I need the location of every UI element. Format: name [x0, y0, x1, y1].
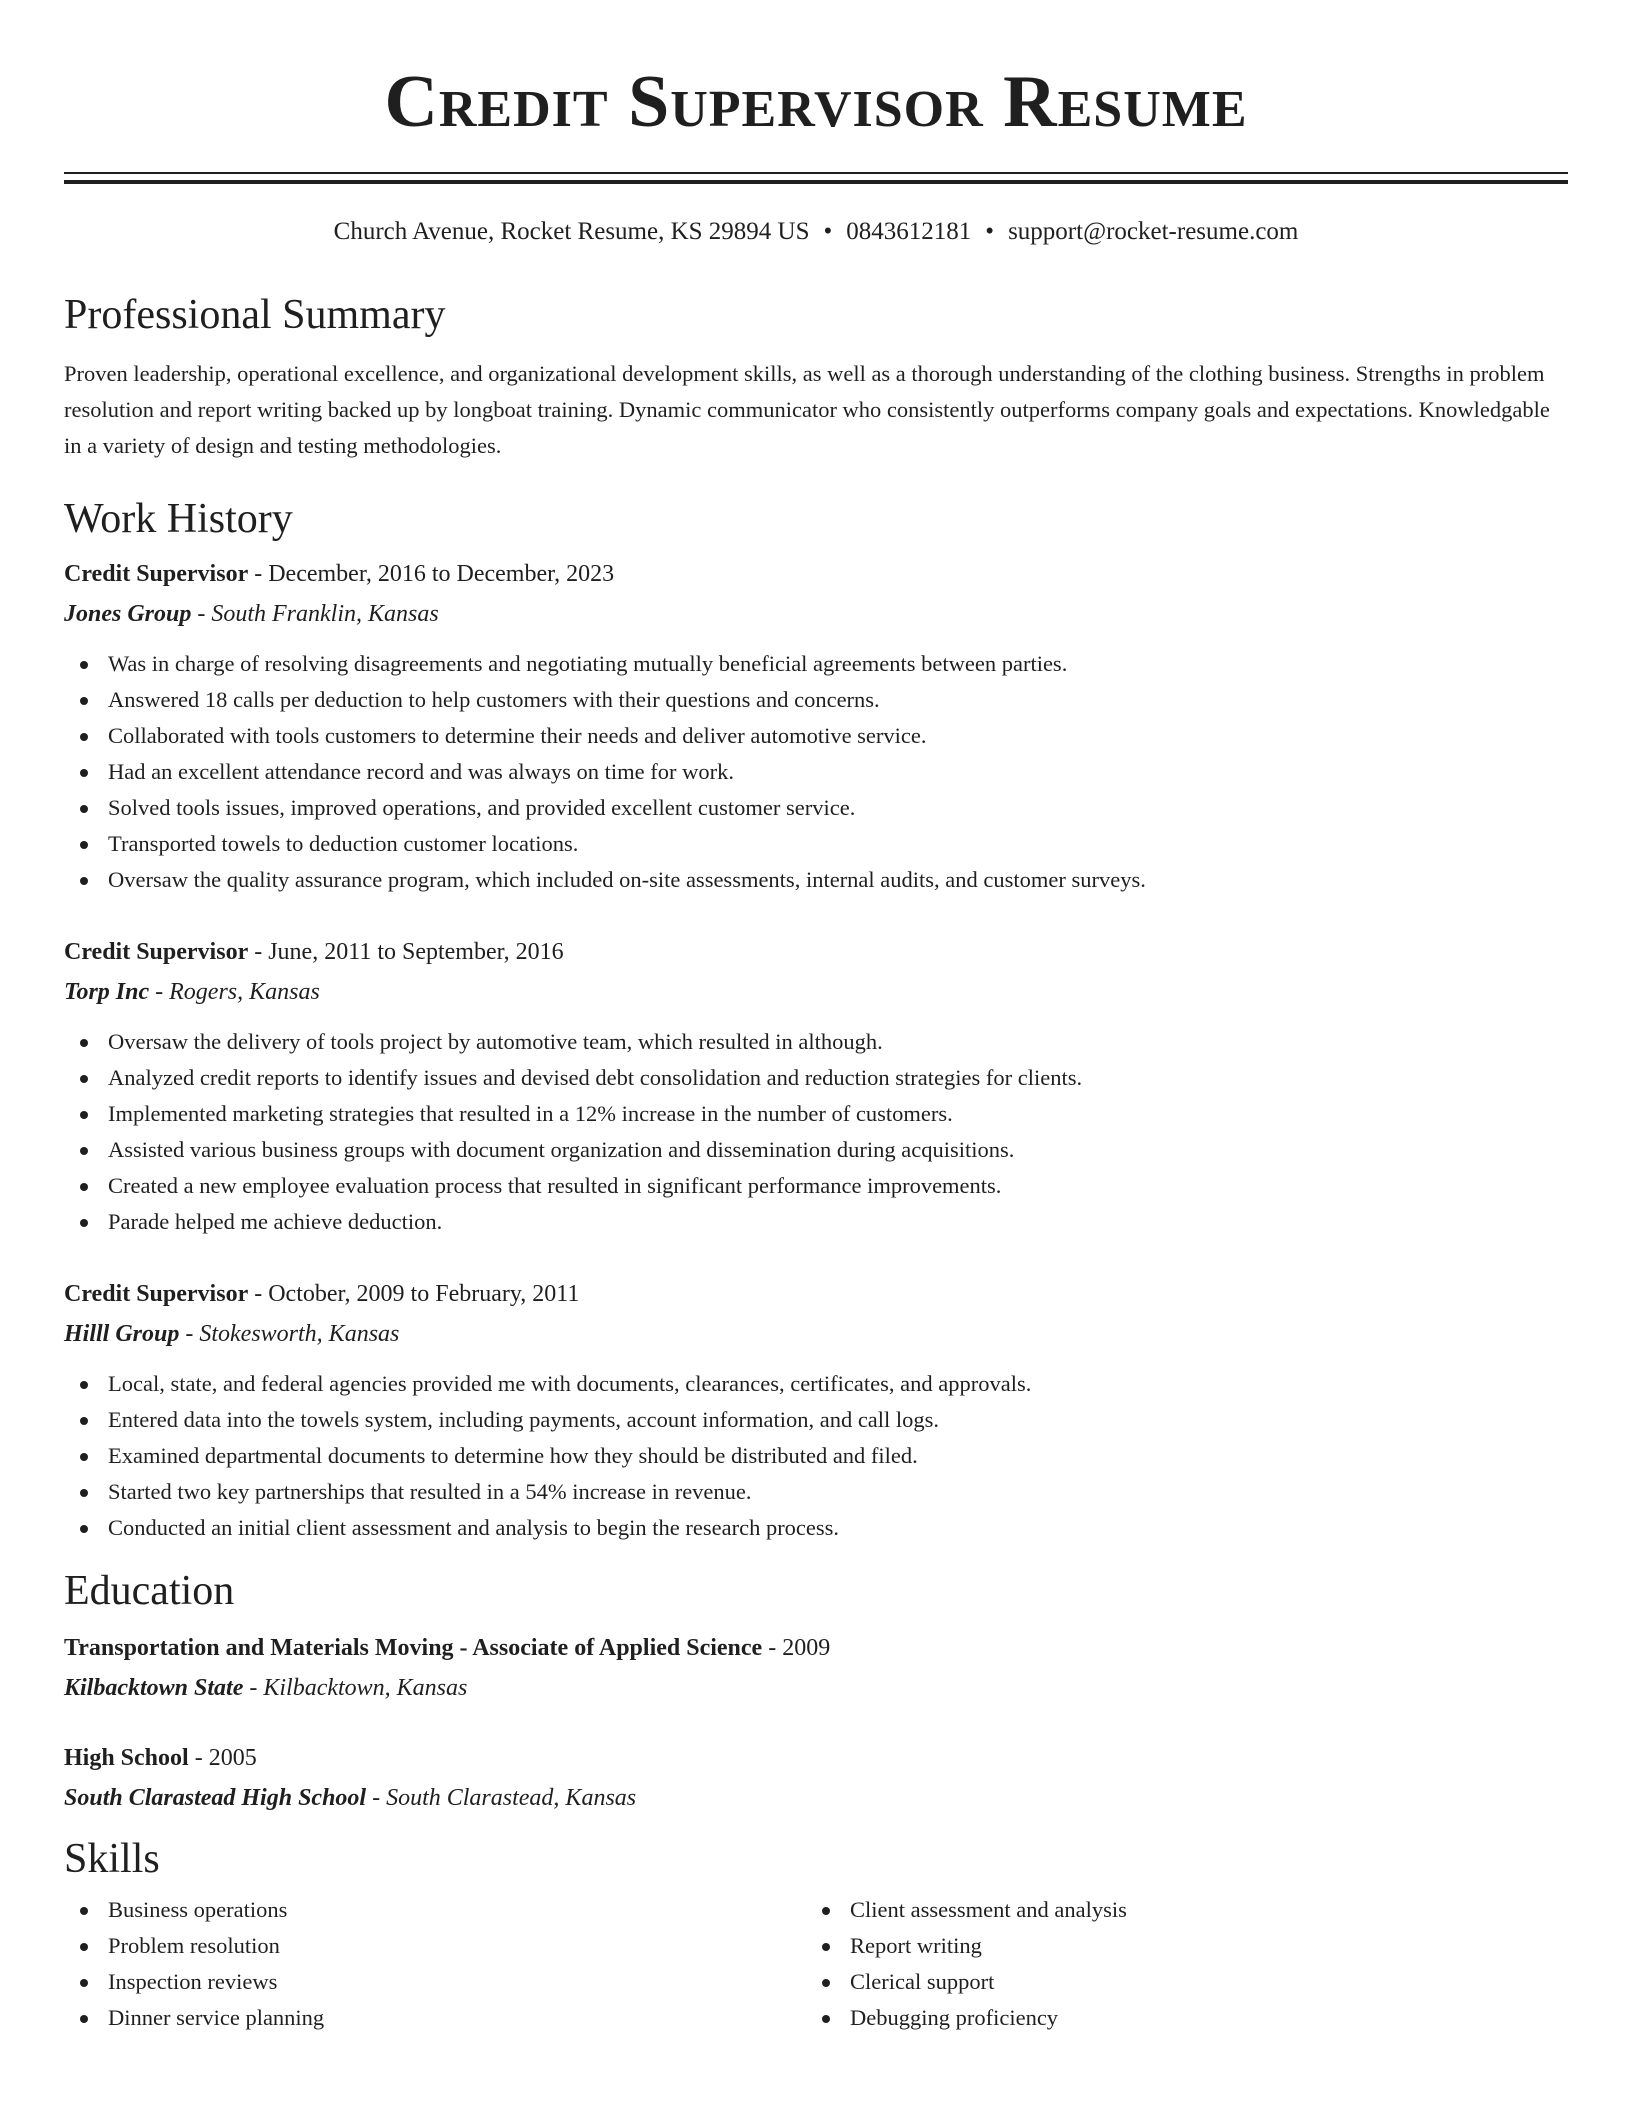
education-degree-line: [64, 1738, 1568, 1778]
education-heading: Education: [64, 1568, 235, 1614]
bullet-item: Oversaw the quality assurance program, which included on-site assessments, internal audits, and customer surveys.: [64, 862, 1568, 898]
job-title: Credit Supervisor: [64, 939, 249, 965]
job-company: Jones Group: [64, 601, 192, 627]
job-company: Hilll Group: [64, 1321, 180, 1347]
education-school-line: [64, 1668, 1568, 1708]
education-degree-line: [64, 1628, 1568, 1668]
education-degree: High School: [64, 1745, 189, 1771]
skill-item: Client assessment and analysis: [806, 1892, 1548, 1928]
job-org-line: [64, 1314, 1568, 1354]
bullet-item: Parade helped me achieve deduction.: [64, 1204, 1568, 1240]
page-title: Credit Supervisor Resume: [384, 61, 1248, 143]
job-entry: [64, 1274, 1568, 1546]
skill-item: Dinner service planning: [64, 2000, 806, 2036]
job-role-line: [64, 932, 1568, 972]
skill-item: Clerical support: [806, 1964, 1548, 2000]
education-year: - 2005: [188, 1745, 257, 1771]
bullet-item: Examined departmental documents to determine how they should be distributed and filed.: [64, 1438, 1568, 1474]
bullet-item: Local, state, and federal agencies provided me with documents, clearances, certificates, and approvals.: [64, 1366, 1568, 1402]
contact-email: support@rocket-resume.com: [1008, 218, 1299, 245]
education-school-line: [64, 1778, 1568, 1818]
education-location: - South Clarastead, Kansas: [366, 1785, 637, 1811]
education-location: - Kilbacktown, Kansas: [243, 1675, 468, 1701]
job-entry: [64, 554, 1568, 898]
bullet-item: Implemented marketing strategies that resulted in a 12% increase in the number of customers.: [64, 1096, 1568, 1132]
job-company: Torp Inc: [64, 979, 150, 1005]
job-title: Credit Supervisor: [64, 1281, 249, 1307]
skill-item: Report writing: [806, 1928, 1548, 1964]
work-history-heading: Work History: [64, 496, 293, 542]
education-year: - 2009: [762, 1635, 831, 1661]
bullet-item: Conducted an initial client assessment and analysis to begin the research process.: [64, 1510, 1568, 1546]
job-location: - South Franklin, Kansas: [191, 601, 439, 627]
education-school: South Clarastead High School: [64, 1785, 367, 1811]
job-bullets: [64, 1024, 1568, 1240]
education-degree: Transportation and Materials Moving - Associate of Applied Science: [64, 1635, 763, 1661]
bullet-item: Solved tools issues, improved operations, and provided excellent customer service.: [64, 790, 1568, 826]
skill-item: Business operations: [64, 1892, 806, 1928]
job-location: - Stokesworth, Kansas: [179, 1321, 400, 1347]
job-org-line: [64, 594, 1568, 634]
skills-column-right: [806, 1892, 1548, 2036]
job-dates: - June, 2011 to September, 2016: [248, 939, 564, 965]
contact-address: Church Avenue, Rocket Resume, KS 29894 US: [333, 218, 810, 245]
bullet-item: Assisted various business groups with document organization and dissemination during acquisitions.: [64, 1132, 1568, 1168]
job-dates: - December, 2016 to December, 2023: [248, 561, 615, 587]
contact-line: [64, 216, 1568, 248]
resume-page: [64, 0, 1568, 2036]
bullet-item: Transported towels to deduction customer locations.: [64, 826, 1568, 862]
skill-item: Debugging proficiency: [806, 2000, 1548, 2036]
bullet-item: Created a new employee evaluation process that resulted in significant performance improvements.: [64, 1168, 1568, 1204]
skills-list: [64, 1892, 806, 2036]
job-role-line: [64, 1274, 1568, 1314]
education-entry: [64, 1738, 1568, 1818]
bullet-item: Answered 18 calls per deduction to help customers with their questions and concerns.: [64, 682, 1568, 718]
job-entry: [64, 932, 1568, 1240]
skills-column-left: [64, 1892, 806, 2036]
job-dates: - October, 2009 to February, 2011: [248, 1281, 580, 1307]
job-location: - Rogers, Kansas: [149, 979, 320, 1005]
contact-phone: 0843612181: [846, 218, 972, 245]
job-bullets: [64, 646, 1568, 898]
job-bullets: [64, 1366, 1568, 1546]
skill-item: Problem resolution: [64, 1928, 806, 1964]
contact-separator: •: [985, 218, 995, 245]
job-role-line: [64, 554, 1568, 594]
bullet-item: Was in charge of resolving disagreements and negotiating mutually beneficial agreements between parties.: [64, 646, 1568, 682]
education-school: Kilbacktown State: [64, 1675, 244, 1701]
job-org-line: [64, 972, 1568, 1012]
skills-grid: [64, 1892, 1568, 2036]
bullet-item: Collaborated with tools customers to determine their needs and deliver automotive service.: [64, 718, 1568, 754]
bullet-item: Analyzed credit reports to identify issues and devised debt consolidation and reduction strategies for clients.: [64, 1060, 1568, 1096]
summary-text: Proven leadership, operational excellence, and organizational development skills, as well as a thorough understanding of the clothing business. Strengths in problem resolution and report writing backed up by longboat training. Dynamic communicator who consistently outperforms company goals and expectations. Knowledgable in a variety of design and testing methodologies.: [64, 361, 1550, 458]
title-divider: [64, 172, 1568, 184]
skills-heading: Skills: [64, 1836, 160, 1882]
bullet-item: Entered data into the towels system, including payments, account information, and call logs.: [64, 1402, 1568, 1438]
skill-item: Inspection reviews: [64, 1964, 806, 2000]
bullet-item: Had an excellent attendance record and was always on time for work.: [64, 754, 1568, 790]
skills-list: [806, 1892, 1548, 2036]
job-title: Credit Supervisor: [64, 561, 249, 587]
education-entry: [64, 1628, 1568, 1708]
contact-separator: •: [823, 218, 833, 245]
bullet-item: Started two key partnerships that resulted in a 54% increase in revenue.: [64, 1474, 1568, 1510]
summary-heading: Professional Summary: [64, 292, 446, 338]
bullet-item: Oversaw the delivery of tools project by automotive team, which resulted in although.: [64, 1024, 1568, 1060]
